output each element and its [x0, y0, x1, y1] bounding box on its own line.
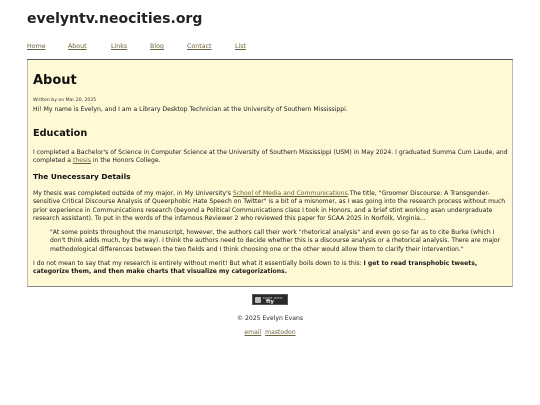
nav-links-link[interactable]: Links	[111, 43, 128, 50]
conclusion-bold-text: I get to read transphobic tweets, categorize them, and then make charts that visualize my categorizations.	[33, 260, 478, 276]
neocities-cat-icon	[255, 297, 261, 303]
conclusion-paragraph	[33, 260, 509, 277]
email-link[interactable]: email	[244, 329, 262, 336]
education-paragraph	[33, 149, 509, 166]
badge-top-text: MADE WITH	[263, 296, 283, 300]
nav-blog-link[interactable]: Blog	[150, 43, 164, 50]
details-text-before: My thesis was completed outside of my major, in My University's	[33, 190, 233, 197]
nav-list-link[interactable]: List	[235, 43, 247, 50]
details-paragraph	[33, 190, 509, 224]
footer-links	[0, 329, 540, 336]
thesis-link[interactable]: thesis	[72, 157, 91, 165]
nav-home-link[interactable]: Home	[27, 43, 46, 50]
intro-paragraph: Hi! My name is Evelyn, and I am a Library Desktop Technician at the University of Southern Mississippi.	[33, 106, 348, 113]
mastodon-link[interactable]: mastodon	[265, 329, 296, 336]
site-title: evelyntv.neocities.org	[27, 11, 203, 27]
made-with-badge[interactable]	[252, 294, 288, 305]
about-heading: About	[33, 73, 77, 88]
badge-main-text: fty	[266, 299, 274, 305]
education-text-after: in the Honors College.	[91, 157, 161, 165]
education-heading: Education	[33, 128, 88, 139]
conclusion-text: I do not mean to say that my research is entirely without merit! But what it essentially boils down to is this:	[33, 260, 364, 267]
copyright: © 2025 Evelyn Evans	[236, 315, 303, 322]
details-heading: The Unecessary Details	[33, 172, 131, 181]
post-byline: Written by on Mar 20, 2025	[33, 98, 97, 103]
content-panel	[27, 60, 513, 287]
education-text-before: I completed a Bachelor's of Science in Computer Science at the University of Southern Mississippi (USM) in May 2024. I graduated Summa Cum Laude, and completed a	[33, 149, 508, 165]
main-nav	[27, 43, 513, 57]
reviewer-quote: "At some points throughout the manuscript, however, the authors call their work "rhetorical analysis" and even go so far as to cite Burke (which I don't think adds much, by the way). I think the authors need to decide whether this is a discourse analysis or a rhetorical analysis. There are major methodological differences between the two fields and I think choosing one or the other would allow them to clarify their intervention."	[50, 229, 501, 253]
nav-contact-link[interactable]: Contact	[187, 43, 212, 50]
details-text-after: .The title, "Groomer Discourse: A Transgender-sensitive Critical Discourse Analysis of Queerphobic Hate Speech on Twitter" is a bit of a misnomer, as I was going into the research process without much prior experience in Communications research (beyond a Political Communications class I took in Honors, and a brief stint working asan undergraduate research assistant). To put in the words of the infamous Reviewer 2 who reviewed this paper for SCAA 2025 in Norfolk, Virginia...	[33, 190, 506, 223]
media-school-link[interactable]: School of Media and Communications	[232, 190, 348, 197]
nav-about-link[interactable]: About	[68, 43, 87, 50]
